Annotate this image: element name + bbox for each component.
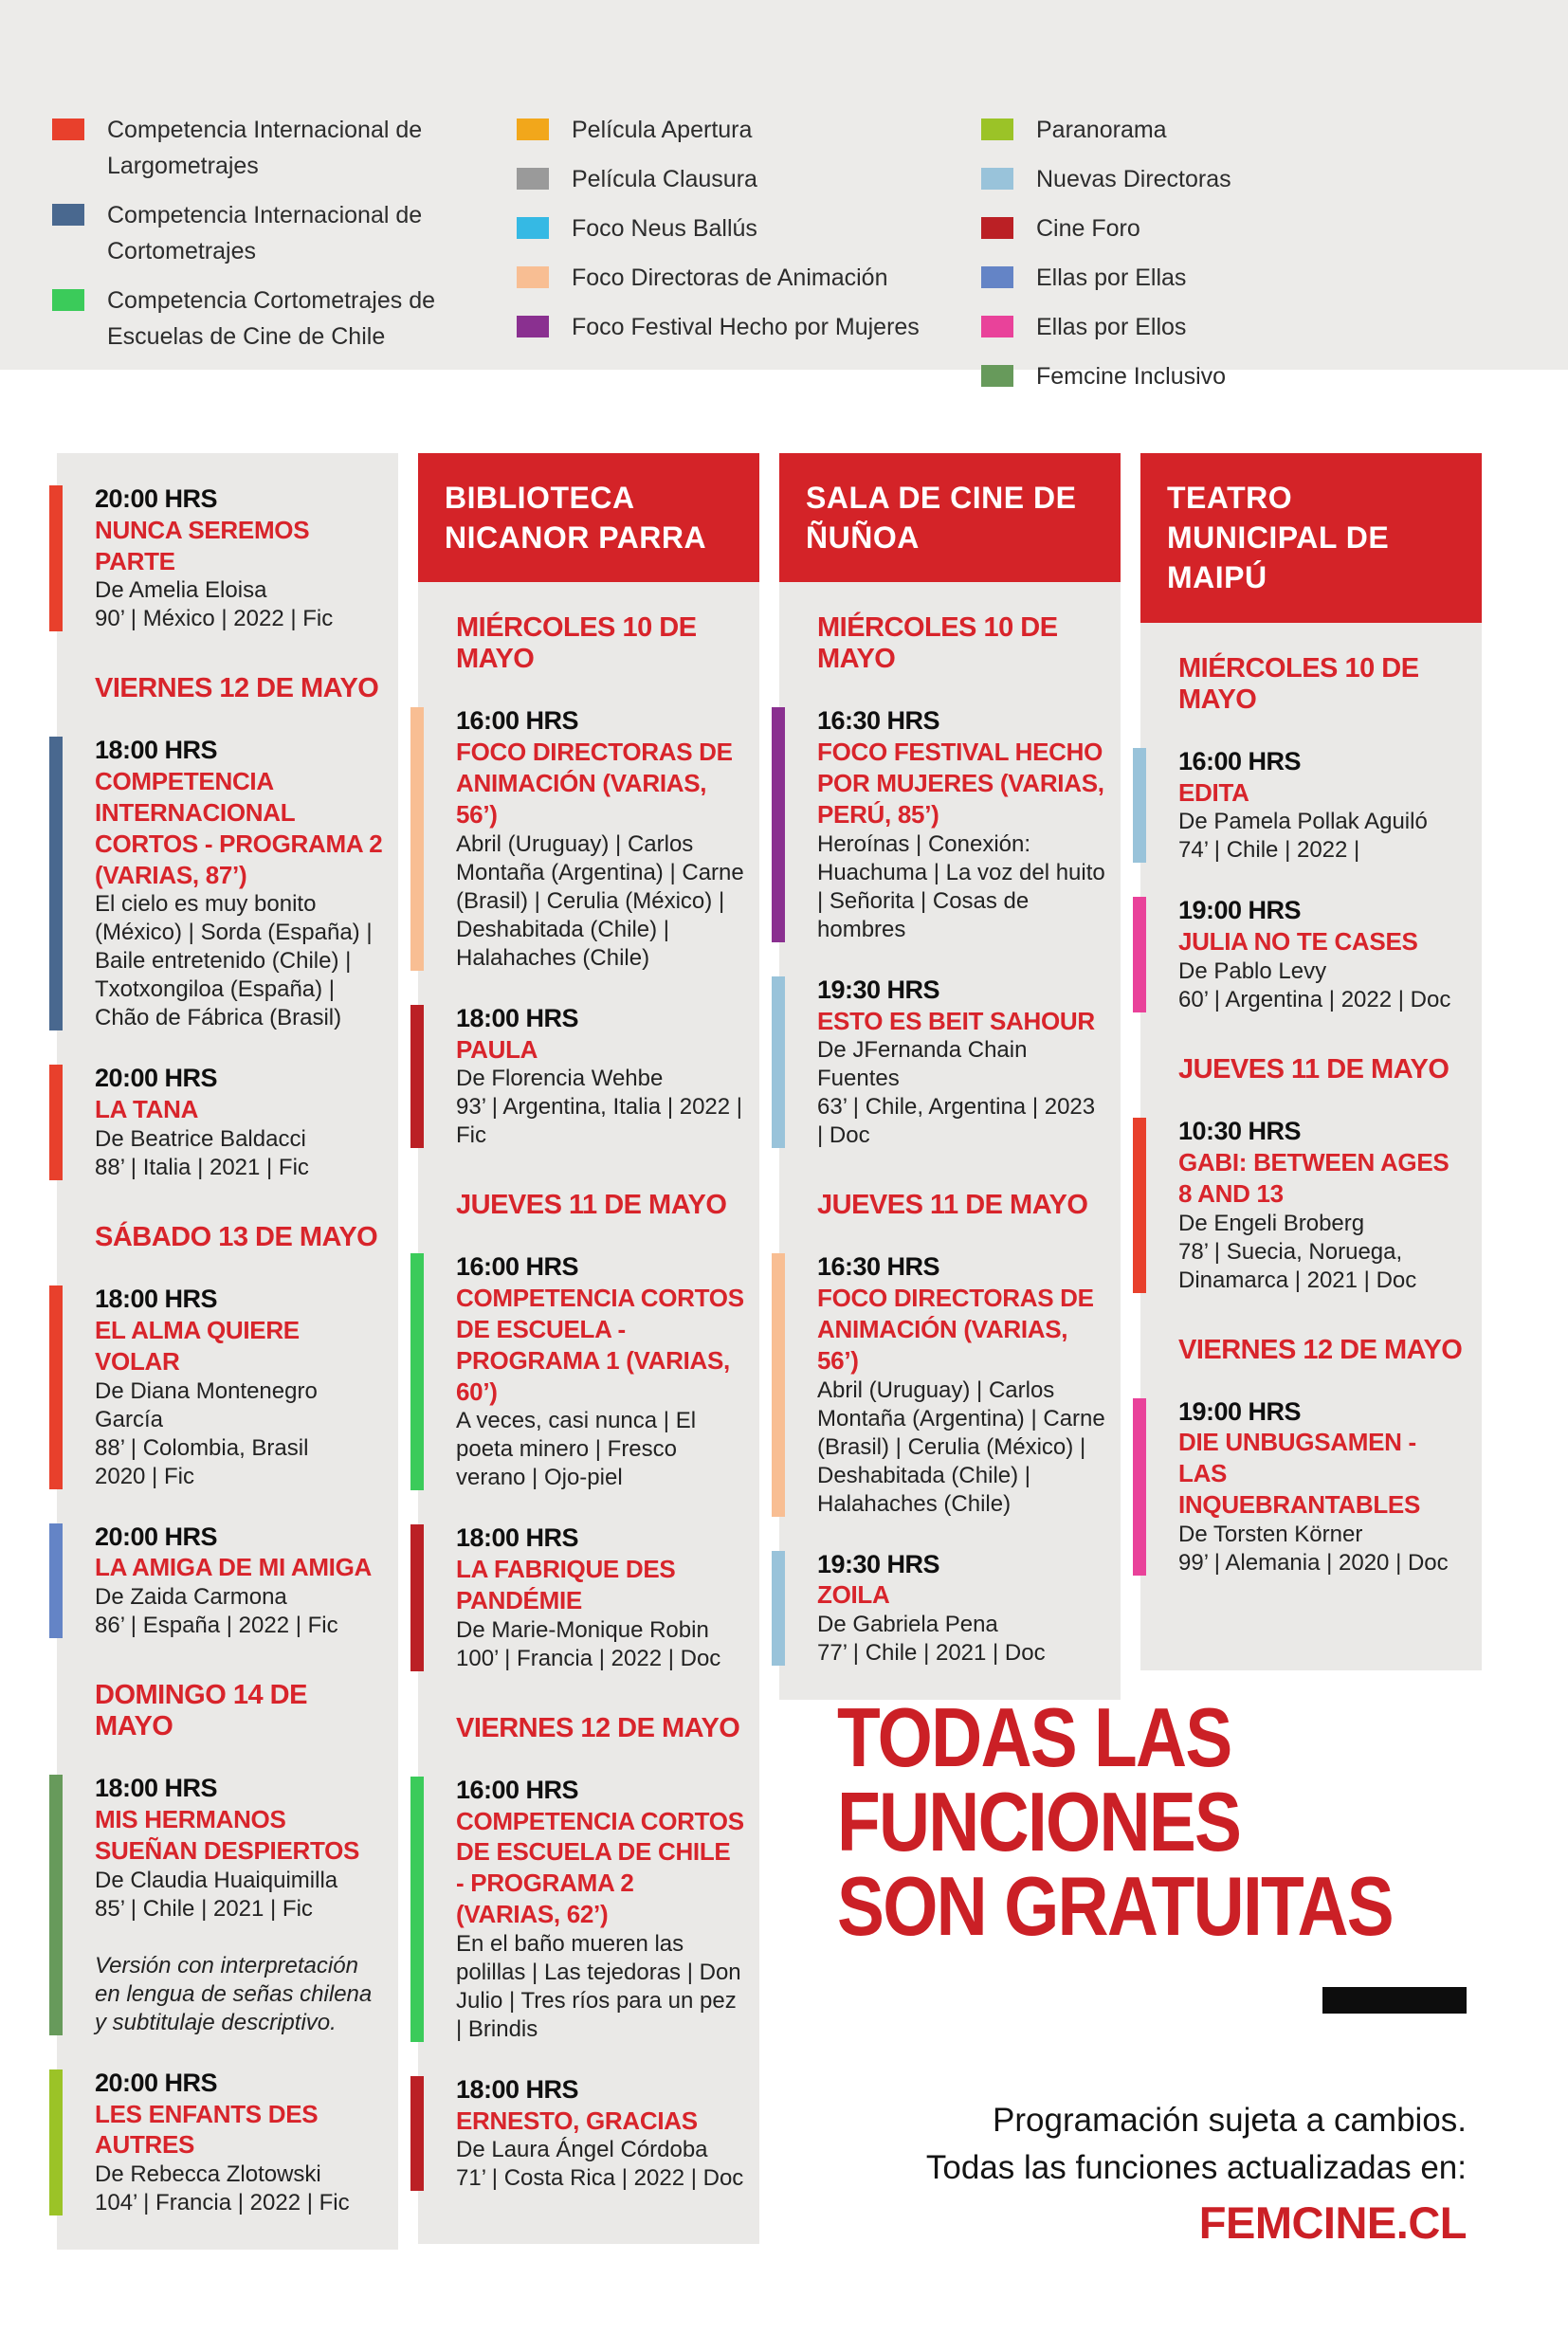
category-color-bar: [49, 1065, 63, 1180]
screening-block: [95, 1063, 383, 1182]
screening-time: 16:30 HRS: [817, 706, 940, 736]
screening-detail: De Rebecca Zlotowski: [95, 2161, 321, 2188]
category-color-swatch: [981, 266, 1013, 288]
category-color-bar: [1133, 1398, 1146, 1576]
screening-block: [1178, 746, 1467, 866]
screening-block: [1178, 1396, 1467, 1577]
day-header: MIÉRCOLES 10 DE MAYO: [817, 612, 1058, 675]
screening-title: DIE UNBUGSAMEN - LAS INQUEBRANTABLES: [1178, 1428, 1421, 1519]
screening-title: NUNCA SEREMOS PARTE: [95, 515, 310, 575]
legend-item: [52, 197, 517, 269]
category-color-swatch: [981, 365, 1013, 387]
screening-time: 20:00 HRS: [95, 484, 218, 513]
screening-detail: 71’ | Costa Rica | 2022 | Doc: [456, 2165, 744, 2192]
screening-title: LA AMIGA DE MI AMIGA: [95, 1553, 373, 1582]
screening-title: LES ENFANTS DES AUTRES: [95, 2099, 319, 2160]
legend-item: [981, 112, 1512, 148]
website-url: FEMCINE.CL: [1198, 2197, 1467, 2248]
screening-title: JULIA NO TE CASES: [1178, 927, 1418, 957]
screening-block: [817, 705, 1105, 943]
screening-note: Versión con interpretación en lengua de señas chilena y subtitulaje descriptivo.: [95, 1952, 373, 2035]
venue-column-2: [418, 453, 759, 2244]
day-header: MIÉRCOLES 10 DE MAYO: [1178, 652, 1419, 715]
headline-line: SON GRATUITAS: [837, 1859, 1393, 1953]
screening-time: 16:00 HRS: [456, 706, 579, 736]
legend-item: [517, 161, 981, 197]
screening-block: [95, 2068, 383, 2217]
legend-item-label: Femcine Inclusivo: [1036, 363, 1227, 390]
screening-title: COMPETENCIA CORTOS DE ESCUELA DE CHILE - PROGRAMA 2 (VARIAS, 62’): [456, 1806, 744, 1928]
screening-detail: De Florencia Wehbe: [456, 1066, 664, 1092]
screening-block: [95, 1522, 383, 1641]
category-color-bar: [1133, 1118, 1146, 1292]
venue-header: TEATRO MUNICIPAL DE MAIPÚ: [1140, 453, 1482, 623]
black-dash-decoration: [1322, 1987, 1467, 2014]
category-color-swatch: [981, 119, 1013, 140]
day-header: JUEVES 11 DE MAYO: [1178, 1054, 1449, 1085]
screening-detail: 63’ | Chile, Argentina | 2023 | Doc: [817, 1094, 1096, 1149]
legend-item-label: Cine Foro: [1036, 215, 1140, 242]
category-color-bar: [772, 707, 785, 941]
screening-detail: 100’ | Francia | 2022 | Doc: [456, 1645, 721, 1671]
legend-item-label: Ellas por Ellos: [1036, 314, 1187, 340]
category-color-swatch: [981, 217, 1013, 239]
legend-group: [981, 112, 1512, 408]
legend-item: [981, 210, 1512, 246]
screening-title: COMPETENCIA CORTOS DE ESCUELA - PROGRAMA 1 (VARIAS, 60’): [456, 1284, 744, 1406]
screening-detail: 2020 | Fic: [95, 1463, 194, 1489]
category-color-bar: [410, 1524, 424, 1670]
category-color-bar: [1133, 748, 1146, 864]
category-color-swatch: [517, 168, 549, 190]
screening-title: EDITA: [1178, 777, 1249, 807]
category-color-swatch: [52, 119, 84, 140]
category-color-bar: [772, 1551, 785, 1667]
legend-item: [517, 260, 981, 296]
screening-time: 19:00 HRS: [1178, 1396, 1302, 1426]
footer-note-line: Todas las funciones actualizadas en:: [925, 2149, 1467, 2186]
legend-item-label: Foco Directoras de Animación: [572, 264, 888, 291]
category-color-bar: [49, 1523, 63, 1639]
screening-time: 18:00 HRS: [456, 1003, 579, 1032]
day-header: VIERNES 12 DE MAYO: [456, 1712, 740, 1743]
category-color-bar: [49, 485, 63, 631]
screening-time: 20:00 HRS: [95, 1522, 218, 1551]
screening-time: 10:30 HRS: [1178, 1117, 1302, 1146]
category-color-bar: [772, 1253, 785, 1516]
legend-item: [517, 210, 981, 246]
footer-note-line: Programación sujeta a cambios.: [993, 2102, 1467, 2139]
screening-detail: De Engeli Broberg: [1178, 1210, 1365, 1236]
category-color-bar: [772, 976, 785, 1149]
screening-title: ZOILA: [817, 1580, 890, 1610]
venue-schedule: [779, 582, 1121, 1700]
legend-item-label: Competencia Internacional de Cortometrajes: [107, 202, 423, 264]
screening-title: EL ALMA QUIERE VOLAR: [95, 1316, 300, 1376]
category-color-swatch: [517, 217, 549, 239]
legend-item: [981, 260, 1512, 296]
legend-item: [981, 358, 1512, 394]
screening-block: [456, 1251, 744, 1492]
legend-item-label: Nuevas Directoras: [1036, 166, 1231, 192]
screening-block: [1178, 895, 1467, 1014]
legend-item-label: Película Clausura: [572, 166, 757, 192]
screening-detail: De Diana Montenegro García: [95, 1377, 318, 1432]
screening-block: [1178, 1116, 1467, 1294]
screening-time: 18:00 HRS: [95, 1285, 218, 1314]
screening-block: [817, 975, 1105, 1151]
legend-item-label: Ellas por Ellas: [1036, 264, 1187, 291]
venue-schedule: [418, 582, 759, 2225]
screening-block: [456, 1775, 744, 2044]
category-color-bar: [49, 1285, 63, 1488]
legend-item: [517, 309, 981, 345]
screening-time: 16:00 HRS: [456, 1252, 579, 1282]
screening-detail: 88’ | Italia | 2021 | Fic: [95, 1155, 309, 1181]
legend-item-label: Paranorama: [1036, 117, 1167, 143]
screening-time: 18:00 HRS: [456, 2074, 579, 2104]
screening-time: 18:00 HRS: [95, 736, 218, 765]
screening-detail: 85’ | Chile | 2021 | Fic: [95, 1895, 313, 1922]
screening-title: ERNESTO, GRACIAS: [456, 2106, 698, 2135]
legend-group: [52, 112, 517, 408]
screening-detail: A veces, casi nunca | El poeta minero | Fresco verano | Ojo-piel: [456, 1408, 697, 1491]
headline-line: FUNCIONES: [837, 1775, 1241, 1869]
screening-block: [456, 705, 744, 972]
screening-detail: De Pamela Pollak Aguiló: [1178, 809, 1428, 835]
screening-block: [95, 735, 383, 1032]
screening-block: [95, 1773, 383, 2036]
category-color-swatch: [517, 316, 549, 337]
legend-item: [981, 161, 1512, 197]
screening-detail: 60’ | Argentina | 2022 | Doc: [1178, 987, 1451, 1013]
screening-title: MIS HERMANOS SUEÑAN DESPIERTOS: [95, 1805, 360, 1865]
screening-time: 16:00 HRS: [1178, 746, 1302, 775]
category-color-bar: [410, 707, 424, 970]
legend-item-label: Competencia Internacional de Largometrajes: [107, 117, 423, 179]
screening-block: [817, 1549, 1105, 1668]
screening-detail: 78’ | Suecia, Noruega, Dinamarca | 2021 | Doc: [1178, 1238, 1417, 1293]
venue-schedule: [1140, 623, 1482, 1610]
screening-detail: De Beatrice Baldacci: [95, 1126, 306, 1153]
category-color-bar: [1133, 897, 1146, 1012]
screening-time: 16:30 HRS: [817, 1252, 940, 1282]
screening-time: 19:30 HRS: [817, 975, 940, 1004]
screening-detail: Abril (Uruguay) | Carlos Montaña (Argentina) | Carne (Brasil) | Cerulia (México) | Deshabitada (Chile) | Halahaches (Chile): [456, 830, 744, 971]
legend-item-label: Película Apertura: [572, 117, 753, 143]
screening-detail: De Zaida Carmona: [95, 1584, 287, 1611]
screening-time: 20:00 HRS: [95, 2068, 218, 2097]
screening-detail: De Gabriela Pena: [817, 1612, 998, 1638]
category-color-bar: [410, 1777, 424, 2042]
footer-notes: [926, 2097, 1467, 2247]
screening-block: [456, 1003, 744, 1151]
screening-detail: De Claudia Huaiquimilla: [95, 1867, 338, 1893]
screening-title: LA FABRIQUE DES PANDÉMIE: [456, 1555, 676, 1614]
category-color-bar: [49, 2069, 63, 2215]
legend-item: [52, 112, 517, 184]
screening-detail: De Pablo Levy: [1178, 958, 1327, 985]
category-color-swatch: [52, 204, 84, 226]
legend-group: [517, 112, 981, 408]
screening-detail: 99’ | Alemania | 2020 | Doc: [1178, 1549, 1449, 1576]
day-header: DOMINGO 14 DE MAYO: [95, 1680, 307, 1742]
screening-detail: 74’ | Chile | 2022 |: [1178, 837, 1360, 864]
category-color-swatch: [981, 316, 1013, 337]
legend-item-label: Competencia Cortometrajes de Escuelas de Cine de Chile: [107, 287, 435, 350]
venue-column-4: [1140, 453, 1482, 1670]
screening-detail: De Amelia Eloisa: [95, 577, 267, 604]
screening-detail: Abril (Uruguay) | Carlos Montaña (Argentina) | Carne (Brasil) | Cerulia (México) | Deshabitada (Chile) | Halahaches (Chile): [817, 1377, 1105, 1517]
legend-item: [52, 283, 517, 355]
screening-detail: 93’ | Argentina, Italia | 2022 | Fic: [456, 1094, 743, 1149]
category-color-bar: [49, 1775, 63, 2034]
venue-column-3: [779, 453, 1121, 1700]
screening-block: [95, 483, 383, 633]
category-color-bar: [410, 1253, 424, 1490]
screening-time: 19:30 HRS: [817, 1549, 940, 1578]
screening-detail: 90’ | México | 2022 | Fic: [95, 606, 334, 632]
screening-detail: Heroínas | Conexión: Huachuma | La voz del huito | Señorita | Cosas de hombres: [817, 830, 1105, 942]
screening-title: COMPETENCIA INTERNACIONAL CORTOS - PROGRAMA 2 (VARIAS, 87’): [95, 767, 383, 889]
screening-title: GABI: BETWEEN AGES 8 AND 13: [1178, 1148, 1449, 1208]
category-color-bar: [410, 1005, 424, 1149]
screening-time: 16:00 HRS: [456, 1775, 579, 1804]
screening-detail: 86’ | España | 2022 | Fic: [95, 1613, 338, 1639]
venue-schedule: [57, 453, 398, 2250]
category-color-swatch: [517, 266, 549, 288]
category-color-swatch: [981, 168, 1013, 190]
day-header: SÁBADO 13 DE MAYO: [95, 1222, 378, 1253]
screening-detail: De Marie-Monique Robin: [456, 1616, 709, 1643]
legend: [0, 0, 1568, 408]
screening-detail: El cielo es muy bonito (México) | Sorda (España) | Baile entretenido (Chile) | Txotxongiloa (España) | Chão de Fábrica (Brasil): [95, 891, 373, 1031]
venue-column-1: [57, 453, 398, 2250]
screening-title: PAULA: [456, 1034, 538, 1064]
free-admission-headline: [837, 1690, 1393, 1953]
screening-time: 18:00 HRS: [456, 1523, 579, 1553]
screening-detail: 104’ | Francia | 2022 | Fic: [95, 2190, 350, 2216]
screening-title: FOCO DIRECTORAS DE ANIMACIÓN (VARIAS, 56’): [817, 1284, 1094, 1375]
category-color-swatch: [52, 289, 84, 311]
category-color-swatch: [517, 119, 549, 140]
legend-item: [981, 309, 1512, 345]
screening-block: [95, 1284, 383, 1490]
legend-item-label: Foco Festival Hecho por Mujeres: [572, 314, 920, 340]
day-header: VIERNES 12 DE MAYO: [95, 673, 379, 704]
screening-time: 19:00 HRS: [1178, 896, 1302, 925]
screening-block: [456, 1522, 744, 1672]
legend-item-label: Foco Neus Ballús: [572, 215, 757, 242]
screening-detail: 77’ | Chile | 2021 | Doc: [817, 1640, 1046, 1667]
screening-detail: En el baño mueren las polillas | Las tejedoras | Don Julio | Tres ríos para un pez | Brindis: [456, 1930, 741, 2042]
screening-title: FOCO DIRECTORAS DE ANIMACIÓN (VARIAS, 56’): [456, 738, 733, 829]
day-header: JUEVES 11 DE MAYO: [456, 1190, 727, 1221]
screening-block: [456, 2074, 744, 2194]
screening-block: [817, 1251, 1105, 1518]
venue-header: BIBLIOTECA NICANOR PARRA: [418, 453, 759, 582]
screening-title: LA TANA: [95, 1095, 199, 1124]
category-color-bar: [49, 737, 63, 1030]
screening-detail: De Laura Ángel Córdoba: [456, 2137, 708, 2163]
screening-detail: 88’ | Colombia, Brasil: [95, 1434, 309, 1461]
legend-item: [517, 112, 981, 148]
screening-title: ESTO ES BEIT SAHOUR: [817, 1006, 1095, 1035]
screening-detail: De Torsten Körner: [1178, 1521, 1363, 1547]
headline-line: TODAS LAS: [837, 1690, 1231, 1784]
legend-band: [0, 0, 1568, 390]
day-header: JUEVES 11 DE MAYO: [817, 1190, 1088, 1221]
screening-detail: De JFernanda Chain Fuentes: [817, 1037, 1028, 1092]
screening-title: FOCO FESTIVAL HECHO POR MUJERES (VARIAS, PERÚ, 85’): [817, 738, 1104, 829]
day-header: VIERNES 12 DE MAYO: [1178, 1334, 1463, 1365]
venue-header: SALA DE CINE DE ÑUÑOA: [779, 453, 1121, 582]
category-color-bar: [410, 2076, 424, 2192]
screening-time: 20:00 HRS: [95, 1064, 218, 1093]
screening-time: 18:00 HRS: [95, 1774, 218, 1803]
day-header: MIÉRCOLES 10 DE MAYO: [456, 612, 697, 675]
